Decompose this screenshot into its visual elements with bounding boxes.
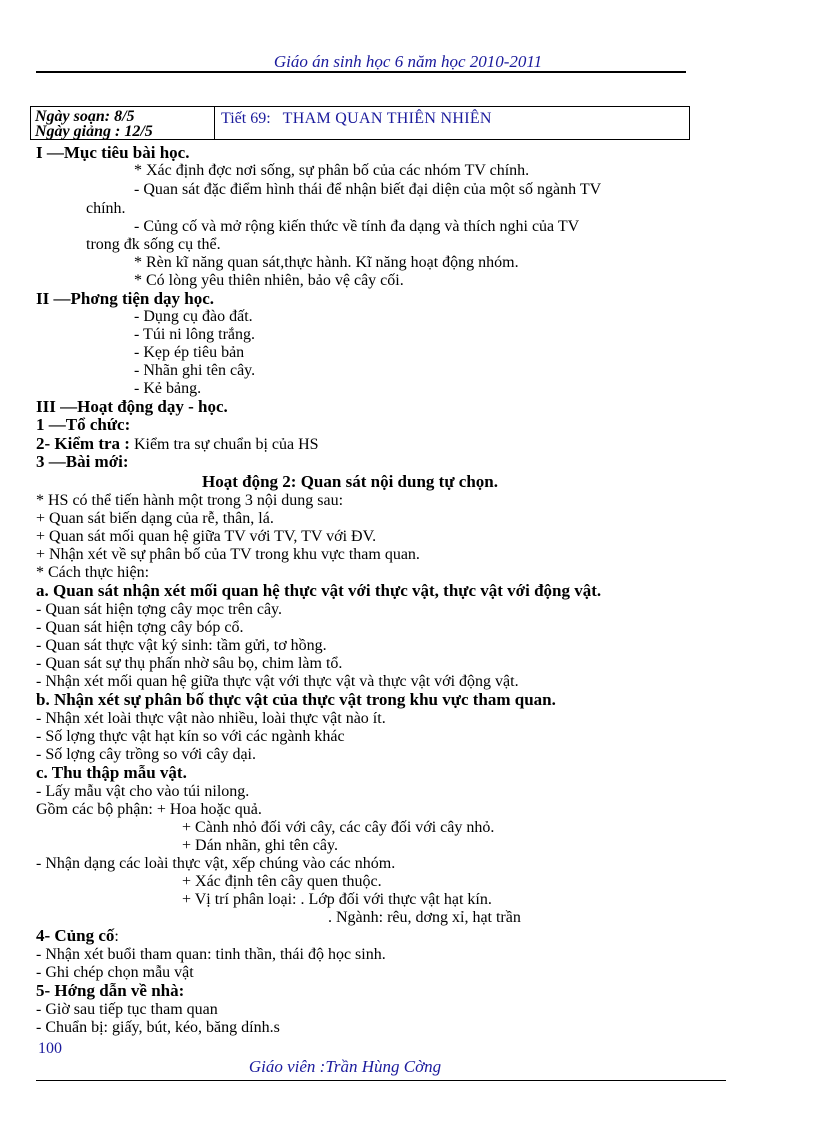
- part-c-line: + Dán nhãn, ghi tên cây.: [182, 837, 338, 854]
- material-item: - Túi ni lông trắng.: [134, 326, 256, 343]
- section-3-heading: III —Hoạt động dạy - học.: [36, 397, 228, 416]
- part-c-line: - Nhận dạng các loài thực vật, xếp chúng vào các nhóm.: [36, 855, 396, 872]
- page-number: 100: [38, 1040, 62, 1057]
- objective-line: * Có lòng yêu thiên nhiên, bảo vệ cây cối.: [134, 272, 404, 289]
- part-a-item: - Nhận xét mối quan hệ giữa thực vật với thực vật và thực vật với động vật.: [36, 673, 519, 690]
- date-taught: Ngày giảng : 12/5: [35, 123, 153, 139]
- intro-line: * Cách thực hiện:: [36, 564, 150, 581]
- objective-line: - Củng cố và mở rộng kiến thức về tính đa dạng và thích nghi của TV: [134, 218, 580, 235]
- part-c-line: + Cành nhỏ đối với cây, các cây đối với cây nhỏ.: [182, 819, 495, 836]
- intro-line: + Quan sát biến dạng của rễ, thân, lá.: [36, 510, 274, 527]
- activity-heading: Hoạt động 2: Quan sát nội dung tự chọn.: [202, 472, 498, 491]
- section-4-heading: [36, 927, 119, 946]
- intro-line: + Quan sát mối quan hệ giữa TV với TV, TV với ĐV.: [36, 528, 377, 545]
- objective-line: * Rèn kĩ năng quan sát,thực hành. Kĩ năng hoạt động nhóm.: [134, 254, 519, 271]
- part-c-line: + Xác định tên cây quen thuộc.: [182, 873, 382, 890]
- header-divider: [36, 71, 686, 73]
- part-a-item: - Quan sát hiện tợng cây mọc trên cây.: [36, 601, 282, 618]
- part-a-item: - Quan sát sự thụ phấn nhờ sâu bọ, chim làm tổ.: [36, 655, 343, 672]
- part-b-item: - Số lợng thực vật hạt kín so với các ngành khác: [36, 728, 345, 745]
- section-5-heading: 5- Hớng dẫn về nhà:: [36, 981, 185, 1000]
- section-2-heading: II —Phơng tiện dạy học.: [36, 289, 215, 308]
- objective-line: - Quan sát đặc điểm hình thái để nhận biết đại diện của một số ngành TV: [134, 181, 602, 198]
- part-b-heading: b. Nhận xét sự phân bố thực vật của thực vật trong khu vực tham quan.: [36, 690, 556, 709]
- consolidation-label: 4- Củng cố: [36, 926, 115, 945]
- check-text: Kiểm tra sự chuẩn bị của HS: [129, 436, 319, 453]
- check-label: 2- Kiểm tra :: [36, 434, 130, 453]
- lesson-title: [221, 110, 492, 128]
- consolidation-item: - Nhận xét buổi tham quan: tinh thần, thái độ học sinh.: [36, 946, 386, 963]
- material-item: - Kẹp ép tiêu bản: [134, 344, 245, 361]
- part-c-line: . Ngành: rêu, dơng xỉ, hạt trần: [328, 909, 521, 926]
- part-c-line: + Vị trí phân loại: . Lớp đối với thực vật hạt kín.: [182, 891, 492, 908]
- objective-line: trong đk sống cụ thể.: [86, 236, 221, 253]
- part-c-line: - Lấy mẫu vật cho vào túi nilong.: [36, 783, 250, 800]
- lesson-topic: THAM QUAN THIÊN NHIÊN: [282, 110, 492, 127]
- material-item: - Kẻ bảng.: [134, 380, 202, 397]
- lesson-number: Tiết 69:: [221, 110, 271, 127]
- material-item: - Nhãn ghi tên cây.: [134, 362, 256, 379]
- objective-line: * Xác định đợc nơi sống, sự phân bố của các nhóm TV chính.: [134, 162, 530, 179]
- part-b-item: - Nhận xét loài thực vật nào nhiều, loài thực vật nào ít.: [36, 710, 386, 727]
- material-item: - Dụng cụ đào đất.: [134, 308, 253, 325]
- date-prepared: Ngày soạn: 8/5: [35, 108, 135, 125]
- homework-item: - Giờ sau tiếp tục tham quan: [36, 1001, 218, 1018]
- subsection-organization: 1 —Tổ chức:: [36, 415, 131, 434]
- objective-line: chính.: [86, 200, 126, 217]
- intro-line: + Nhận xét về sự phân bố của TV trong khu vực tham quan.: [36, 546, 420, 563]
- footer-divider: [36, 1080, 726, 1081]
- consolidation-colon: :: [114, 928, 119, 945]
- page-header-title: Giáo án sinh học 6 năm học 2010-2011: [273, 52, 543, 71]
- part-c-heading: c. Thu thập mẫu vật.: [36, 763, 187, 782]
- lesson-dates: [31, 107, 215, 139]
- homework-item: - Chuẩn bị: giấy, bút, kéo, băng dính.s: [36, 1019, 280, 1036]
- part-a-item: - Quan sát thực vật ký sinh: tầm gửi, tơ hồng.: [36, 637, 327, 654]
- lesson-info-box: [30, 106, 690, 140]
- section-1-heading: I —Mục tiêu bài học.: [36, 143, 190, 162]
- subsection-new-lesson: 3 —Bài mới:: [36, 452, 129, 471]
- consolidation-item: - Ghi chép chọn mẫu vật: [36, 964, 194, 981]
- part-b-item: - Số lợng cây trồng so với cây dại.: [36, 746, 256, 763]
- intro-line: * HS có thể tiến hành một trong 3 nội dung sau:: [36, 492, 344, 509]
- part-c-line: Gồm các bộ phận: + Hoa hoặc quả.: [36, 801, 262, 818]
- part-a-heading: a. Quan sát nhận xét mối quan hệ thực vật với thực vật, thực vật với động vật.: [36, 581, 602, 600]
- footer-teacher: Giáo viên :Trần Hùng Cờng: [248, 1057, 442, 1076]
- part-a-item: - Quan sát hiện tợng cây bóp cổ.: [36, 619, 244, 636]
